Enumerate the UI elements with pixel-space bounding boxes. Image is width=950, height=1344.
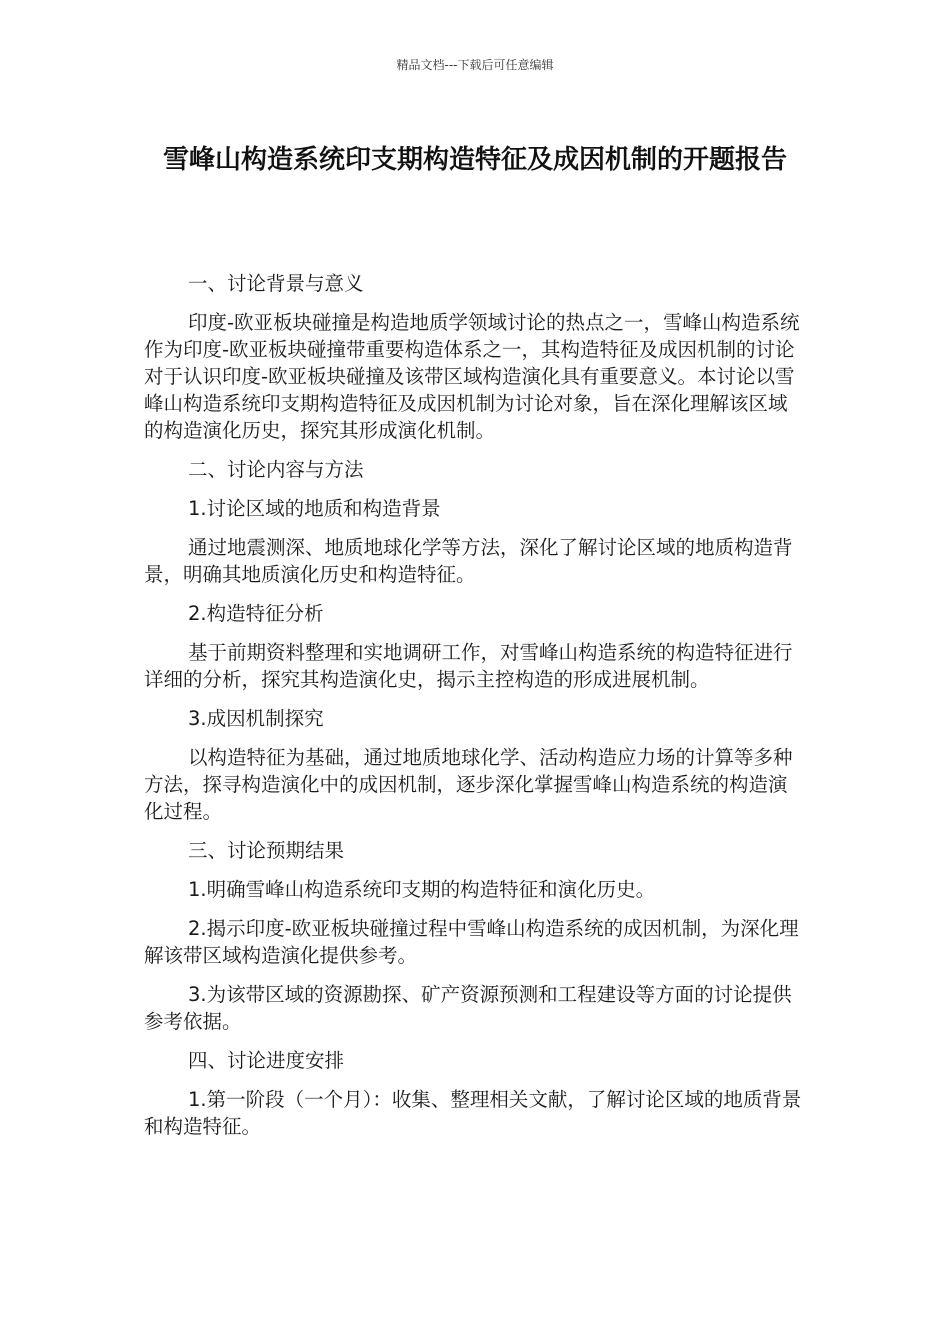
list-item-result-1: 1.明确雪峰山构造系统印支期的构造特征和演化历史。 [188, 878, 656, 901]
document-title: 雪峰山构造系统印支期构造特征及成因机制的开题报告 [162, 145, 787, 175]
section-heading-background: 一、讨论背景与意义 [188, 272, 364, 295]
paragraph-geology-background: 通过地震测深、地质地球化学等方法，深化了解讨论区域的地质构造背景，明确其地质演化历史和构造特征。 [144, 536, 793, 586]
list-item-result-3: 3.为该带区域的资源勘探、矿产资源预测和工程建设等方面的讨论提供参考依据。 [144, 983, 792, 1033]
subheading-geology-background: 1.讨论区域的地质和构造背景 [188, 497, 441, 520]
list-item-schedule-1: 1.第一阶段（一个月）：收集、整理相关文献，了解讨论区域的地质背景和构造特征。 [144, 1088, 802, 1138]
section-heading-expected-results: 三、讨论预期结果 [188, 839, 345, 862]
paragraph-structure-analysis: 基于前期资料整理和实地调研工作，对雪峰山构造系统的构造特征进行详细的分析，探究其构造演化史，揭示主控构造的形成进展机制。 [144, 641, 793, 691]
document-body [144, 270, 804, 1152]
subheading-genesis-mechanism: 3.成因机制探究 [188, 707, 324, 730]
section-heading-schedule: 四、讨论进度安排 [188, 1049, 345, 1072]
section-heading-content-method: 二、讨论内容与方法 [188, 458, 364, 481]
list-item-result-2: 2.揭示印度-欧亚板块碰撞过程中雪峰山构造系统的成因机制，为深化理解该带区域构造演化提供参考。 [144, 917, 799, 967]
header-note: 精品文档---下载后可任意编辑 [396, 58, 554, 72]
subheading-structure-analysis: 2.构造特征分析 [188, 602, 324, 625]
paragraph-background: 印度-欧亚板块碰撞是构造地质学领域讨论的热点之一，雪峰山构造系统作为印度-欧亚板块碰撞带重要构造体系之一，其构造特征及成因机制的讨论对于认识印度-欧亚板块碰撞及该带区域构造演化具有重要意义。本讨论以雪峰山构造系统印支期构造特征及成因机制为讨论对象，旨在深化理解该区域的构造演化历史，探究其形成演化机制。 [144, 311, 800, 442]
paragraph-genesis-mechanism: 以构造特征为基础，通过地质地球化学、活动构造应力场的计算等多种方法，探寻构造演化中的成因机制，逐步深化掌握雪峰山构造系统的构造演化过程。 [144, 746, 793, 823]
